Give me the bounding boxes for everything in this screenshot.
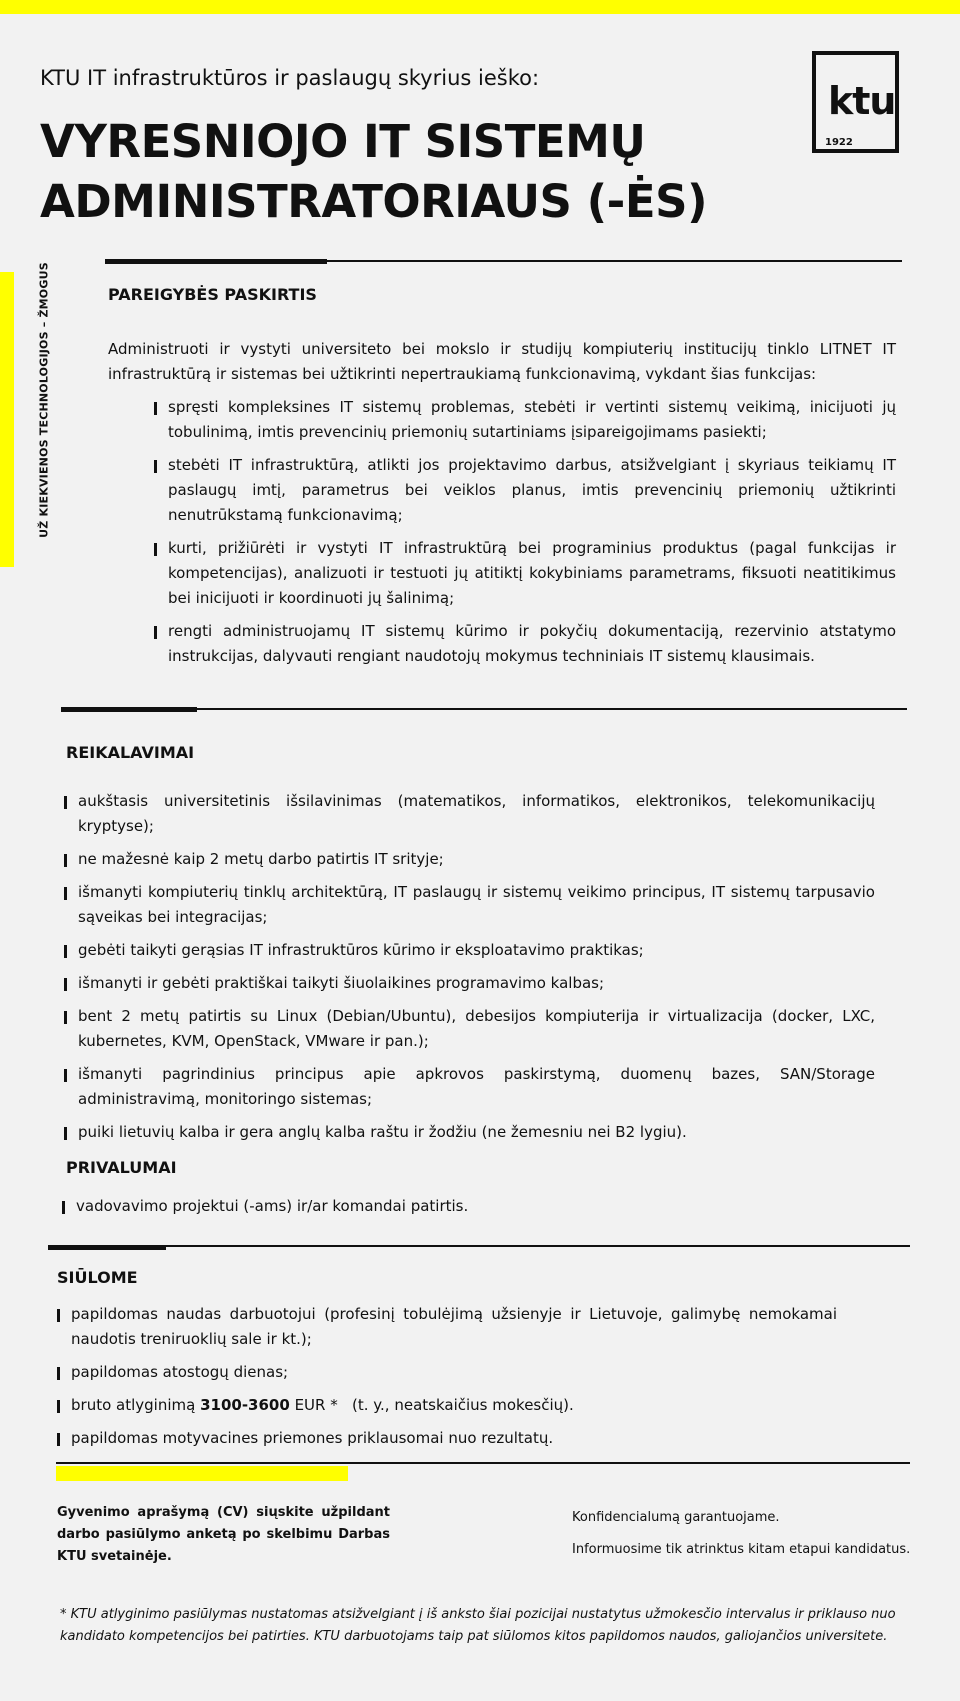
advantages-list [62,1194,873,1227]
purpose-heading: PAREIGYBĖS PASKIRTIS [108,285,317,304]
list-item: puiki lietuvių kalba ir gera anglų kalba raštu ir žodžiu (ne žemesniu nei B2 lygiu). [64,1120,875,1145]
logo-year: 1922 [825,137,853,148]
list-item-salary [57,1393,837,1418]
top-accent-bar [0,0,960,14]
list-item: išmanyti kompiuterių tinklų architektūrą, IT paslaugų ir sistemų veikimo principus, IT sistemų tarpusavio sąveikas bei integracijas; [64,880,875,930]
list-item: papildomas motyvacines priemones priklausomai nuo rezultatų. [57,1426,837,1451]
logo-text: ktu [828,79,896,123]
section-divider [105,260,902,262]
confidential-text: Konfidencialumą garantuojame. [572,1510,780,1525]
section-divider [61,708,907,710]
list-item: gebėti taikyti gerąsias IT infrastruktūros kūrimo ir eksploatavimo praktikas; [64,938,875,963]
list-item: bent 2 metų patirtis su Linux (Debian/Ubuntu), debesijos kompiuterija ir virtualizacija (docker, LXC, kubernetes, KVM, OpenStack, VMware ir pan.); [64,1004,875,1054]
page-title-line2: ADMINISTRATORIAUS (-ĖS) [40,175,708,228]
list-item: ne mažesnė kaip 2 metų darbo patirtis IT srityje; [64,847,875,872]
offer-heading: SIŪLOME [57,1268,138,1287]
list-item: aukštasis universitetinis išsilavinimas (matematikos, informatikos, elektronikos, telekomunikacijų kryptyse); [64,789,875,839]
section-divider [56,1462,910,1464]
list-item: rengti administruojamų IT sistemų kūrimo ir pokyčių dokumentaciją, rezervinio atstatymo instrukcijas, dalyvauti rengiant naudotojų mokymus techniniais IT sistemų klausimais. [154,619,896,669]
list-item: vadovavimo projektui (-ams) ir/ar komandai patirtis. [62,1194,873,1219]
requirements-list [64,789,875,1153]
list-item: papildomas atostogų dienas; [57,1360,837,1385]
purpose-intro: Administruoti ir vystyti universiteto bei mokslo ir studijų kompiuterių institucijų tinklo LITNET IT infrastruktūrą ir sistemas bei užtikrinti nepertraukiamą funkcionavimą, vykdant šias funkcijas: [108,340,896,383]
list-item: išmanyti ir gebėti praktiškai taikyti šiuolaikines programavimo kalbas; [64,971,875,996]
requirements-heading: REIKALAVIMAI [66,743,195,762]
page-subtitle: KTU IT infrastruktūros ir paslaugų skyrius ieško: [40,66,540,90]
advantages-heading: PRIVALUMAI [66,1158,177,1177]
salary-range: 3100-3600 [200,1396,290,1414]
section-divider [48,1245,910,1247]
salary-suffix: EUR * (t. y., neatskaičius mokesčių). [289,1396,574,1414]
confidentiality-block [572,1502,910,1566]
purpose-list [154,395,896,677]
list-item: spręsti kompleksines IT sistemų problemas, stebėti ir vertinti sistemų veikimą, inicijuoti jų tobulinimą, imtis prevencinių priemonių sutartiniams įsipareigojimams pasiekti; [154,395,896,445]
side-accent-bar [0,272,14,567]
salary-footnote: * KTU atlyginimo pasiūlymas nustatomas atsižvelgiant į iš anksto šiai pozicijai nustatytus užmokesčio intervalus ir priklauso nuo kandidato kompetencijos bei patirties. KTU darbuotojams taip pat siūlomos kitos papildomos naudos, galiojančios universitete. [60,1607,896,1644]
salary-prefix: bruto atlyginimą [71,1396,201,1414]
inform-text: Informuosime tik atrinktus kitam etapui kandidatus. [572,1542,911,1557]
cv-instructions: Gyvenimo aprašymą (CV) siųskite užpildant darbo pasiūlymo anketą po skelbimu Darbas KTU svetainėje. [57,1505,390,1564]
list-item: stebėti IT infrastruktūrą, atlikti jos projektavimo darbus, atsižvelgiant į skyriaus teikiamų IT paslaugų imtį, parametrus bei veiklos planus, imtis prevencinių priemonių užtikrinti nenutrūkstamą funkcionavimą; [154,453,896,528]
ktu-logo [812,51,899,153]
list-item: papildomas naudas darbuotojui (profesinį tobulėjimą užsienyje ir Lietuvoje, galimybę nemokamai naudotis treniruoklių sale ir kt.); [57,1302,837,1352]
footer-accent-bar [56,1466,348,1481]
page-title [40,112,707,232]
list-item: išmanyti pagrindinius principus apie apkrovos paskirstymą, duomenų bazes, SAN/Storage administravimą, monitoringo sistemas; [64,1062,875,1112]
offer-list [57,1302,837,1459]
list-item: kurti, prižiūrėti ir vystyti IT infrastruktūrą bei programinius produktus (pagal funkcijas ir kompetencijas), analizuoti ir testuoti jų atitiktį kokybiniams parametrams, fiksuoti neatitikimus bei inicijuoti ir koordinuoti jų šalinimą; [154,536,896,611]
page-title-line1: VYRESNIOJO IT SISTEMŲ [40,115,646,168]
vertical-slogan-text: UŽ KIEKVIENOS TECHNOLOGIJOS – ŽMOGUS [37,262,51,538]
